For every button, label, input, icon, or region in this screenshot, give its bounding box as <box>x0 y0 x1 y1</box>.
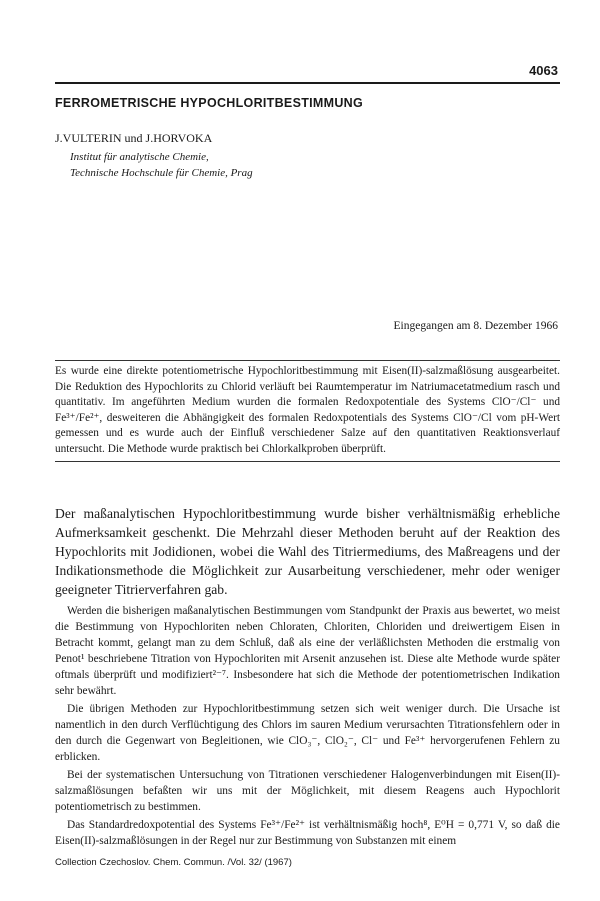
body-paragraph-2: Die übrigen Methoden zur Hypochloritbestimmung setzen sich weit weniger durch. Die Ursache ist namentlich in den durch Verflüchtigung des Chlors im sauren Medium verursachten Titrationsfehlern oder in den durch die Gegenwart von Begleitionen, wie ClO₃⁻, ClO₂⁻, Cl⁻ und Fe³⁺ hervorgerufenen Fehlern zu erblicken. <box>55 703 560 763</box>
introduction <box>55 504 560 599</box>
intro-text: Der maßanalytischen Hypochloritbestimmung wurde bisher verhältnismäßig erhebliche Aufmerksamkeit geschenkt. Die Mehrzahl dieser Methoden beruht auf der Reaktion des Hypochlorits mit Jodidionen, wobei die Wahl des Titriermediums, des Maßreagens und der Indikationsmethode die Möglichkeit zur Ausarbeitung verschiedener, mehr oder weniger geeigneter Titrierverfahren gab. <box>55 506 560 597</box>
body-paragraph-1: Werden die bisherigen maßanalytischen Bestimmungen vom Standpunkt der Praxis aus bewertet, wo meist die Bestimmung von Hypochloriten neben Chloraten, Chloriten, Chloriden und dreiwertigem Eisen in Betracht kommt, gelangt man zu dem Schluß, daß als eine der verläßlichsten Methoden die erstmalig von Penot¹ beschriebene Titration von Hypochloriten mit Arsenit anzusehen ist. Diese alte Methode wurde später oftmals überprüft und modifiziert²⁻⁷. Insbesondere hat sich die Methode der potentiometrischen Indikation sehr bewährt. <box>55 605 560 697</box>
affiliation-line-1: Institut für analytische Chemie, <box>70 151 209 163</box>
abstract <box>55 360 560 462</box>
page-number: 4063 <box>529 63 558 78</box>
received-date: Eingegangen am 8. Dezember 1966 <box>393 320 558 332</box>
header-rule <box>55 82 560 84</box>
paper-title: FERROMETRISCHE HYPOCHLORITBESTIMMUNG <box>55 96 364 110</box>
body-paragraph-3: Bei der systematischen Untersuchung von Titrationen verschiedener Halogenverbindungen mit Eisen(II)-salzmaßlösungen befaßten wir uns mit der Möglichkeit, mit diesem Reagens auch Hypochlorit potentiometrisch zu bestimmen. <box>55 769 560 813</box>
affiliation-line-2: Technische Hochschule für Chemie, Prag <box>70 167 253 179</box>
body-paragraph-4: Das Standardredoxpotential des Systems Fe³⁺/Fe²⁺ ist verhältnismäßig hoch⁸, E⁰H = 0,771 V, so daß die Eisen(II)-salzmaßlösungen in der Regel nur zur Bestimmung von Substanzen mit einem <box>55 819 560 847</box>
body-text <box>55 603 560 851</box>
journal-citation: Collection Czechoslov. Chem. Commun. /Vol. 32/ (1967) <box>55 857 292 868</box>
authors: J.VULTERIN und J.HORVOKA <box>55 131 213 145</box>
abstract-text: Es wurde eine direkte potentiometrische Hypochloritbestimmung mit Eisen(II)-salzmaßlösung ausgearbeitet. Die Reduktion des Hypochlorits zu Chlorid verläuft bei Raumtemperatur im Natriumacetatmedium rasch und quantitativ. Im angeführten Medium wurden die formalen Redoxpotentiale des Systems ClO⁻/Cl⁻ und Fe³⁺/Fe²⁺, desweiteren die Abhängigkeit des formalen Redoxpotentials des Systems ClO⁻/Cl vom pH-Wert gemessen und es wurde auch der Einfluß verschiedener Salze auf den quantitativen Reaktionsverlauf untersucht. Die Methode wurde praktisch bei Chlorkalkproben überprüft. <box>55 365 560 455</box>
